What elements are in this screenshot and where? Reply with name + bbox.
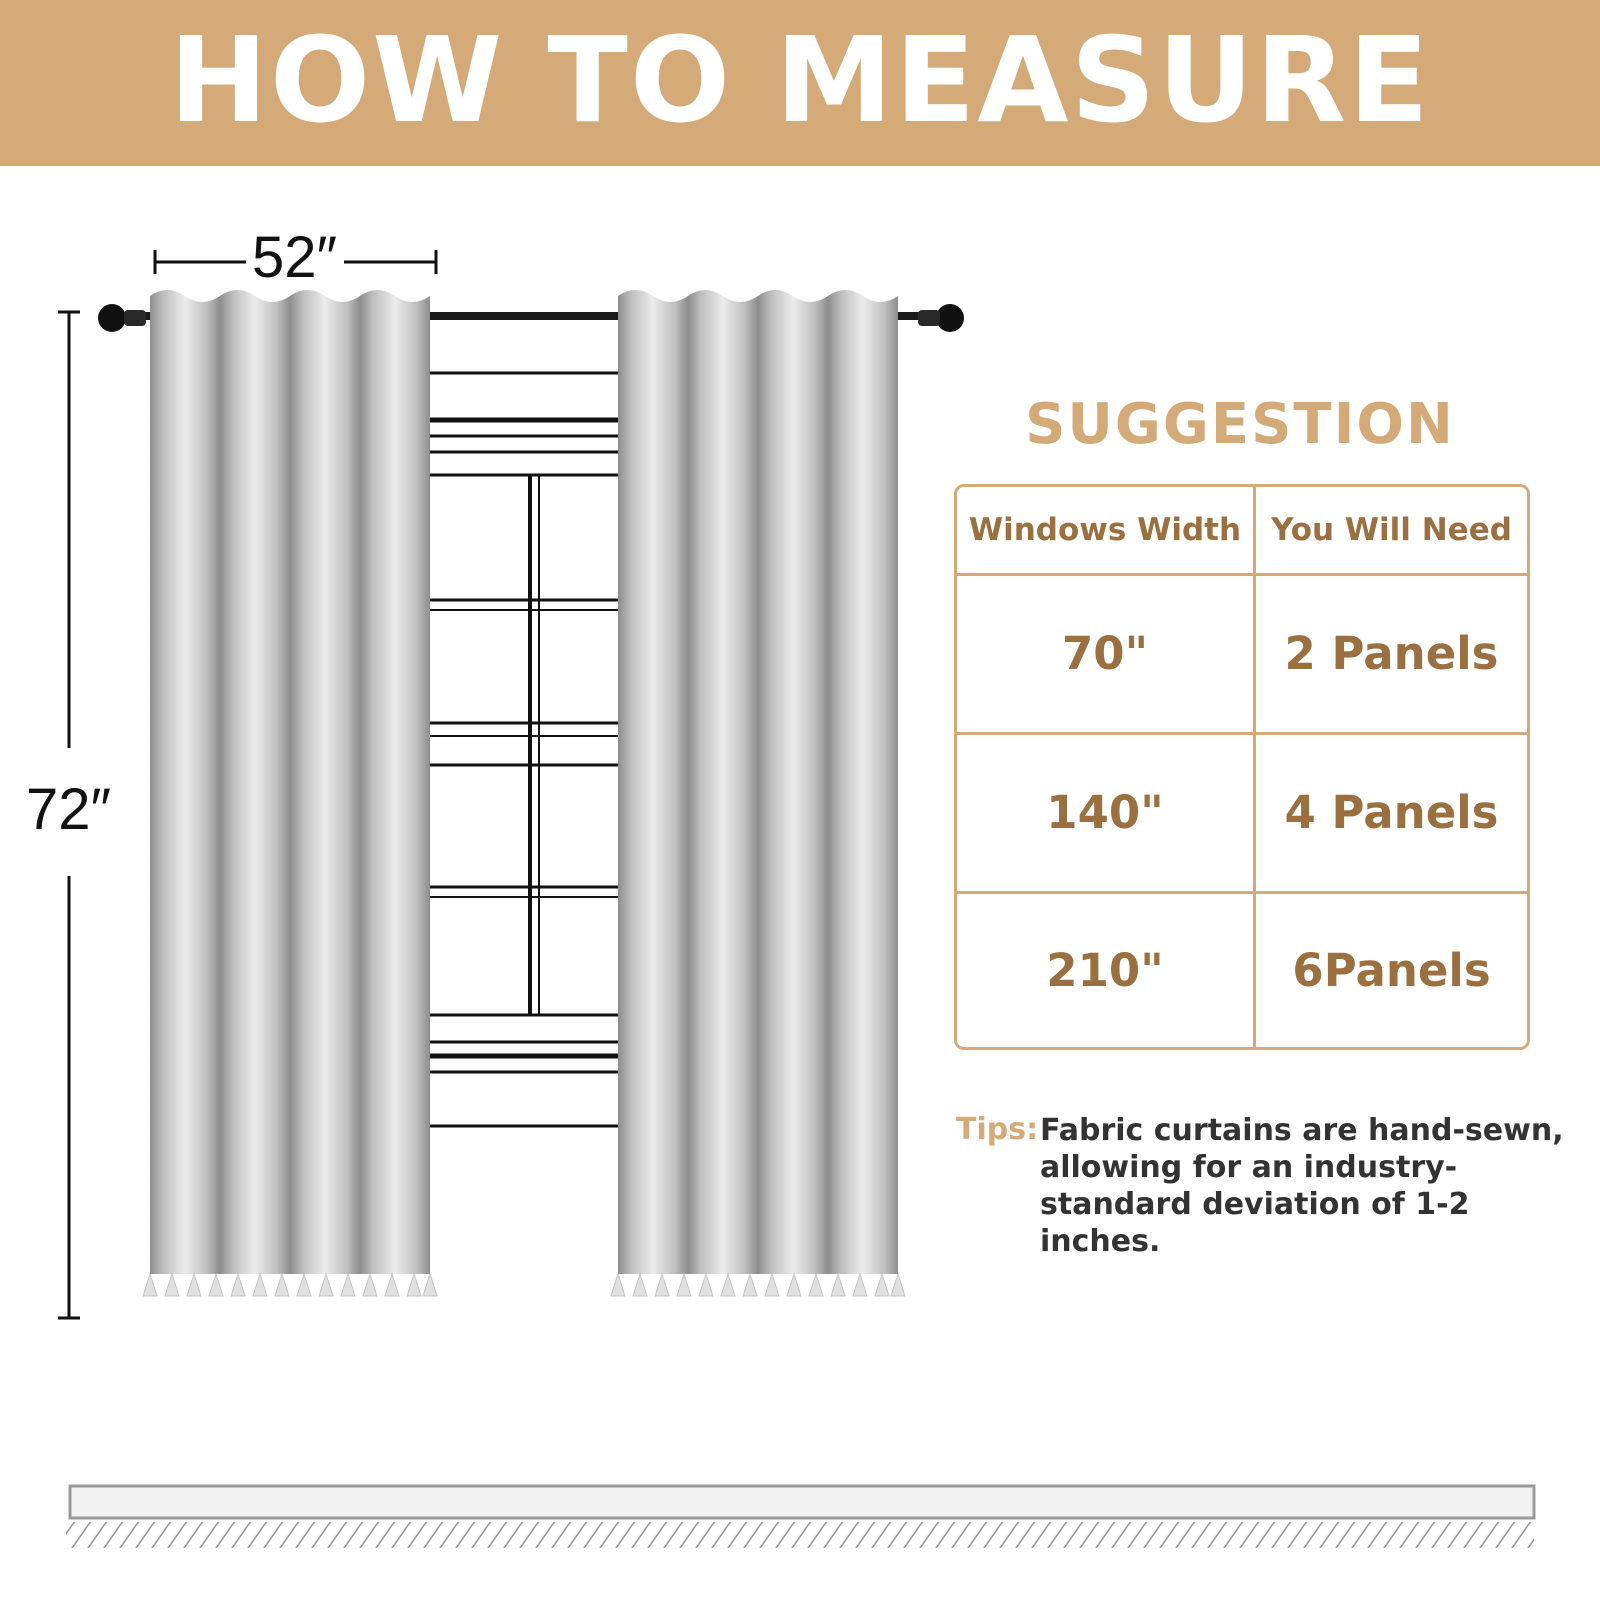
left-curtain-panel [143, 290, 437, 1296]
page-title: HOW TO MEASURE [169, 11, 1431, 149]
panels-needed-cell: 2 Panels [1255, 575, 1528, 734]
windows-width-cell: 140" [957, 733, 1255, 892]
windows-width-cell: 70" [957, 575, 1255, 734]
suggestion-title: SUGGESTION [1025, 392, 1455, 457]
table-row [957, 575, 1527, 734]
window-frame [430, 373, 620, 1126]
tips-note [956, 1112, 1576, 1260]
windows-width-cell: 210" [957, 892, 1255, 1047]
table-row [957, 733, 1527, 892]
tips-label: Tips: [956, 1112, 1039, 1147]
table-row [957, 892, 1527, 1047]
panels-needed-cell: 4 Panels [1255, 733, 1528, 892]
column-header-windows-width: Windows Width [957, 487, 1255, 575]
suggestion-table [954, 484, 1530, 1050]
floor [66, 1486, 1534, 1548]
height-measurement: 72″ [26, 777, 112, 842]
tips-text: Fabric curtains are hand-sewn, allowing for an industry-standard deviation of 1-2 inches. [1040, 1113, 1564, 1259]
panels-needed-cell: 6Panels [1255, 892, 1528, 1047]
right-curtain-panel [611, 290, 905, 1296]
table-header-row [957, 487, 1527, 575]
header-banner [0, 0, 1600, 166]
column-header-you-will-need: You Will Need [1255, 487, 1528, 575]
width-measurement: 52″ [252, 225, 338, 290]
